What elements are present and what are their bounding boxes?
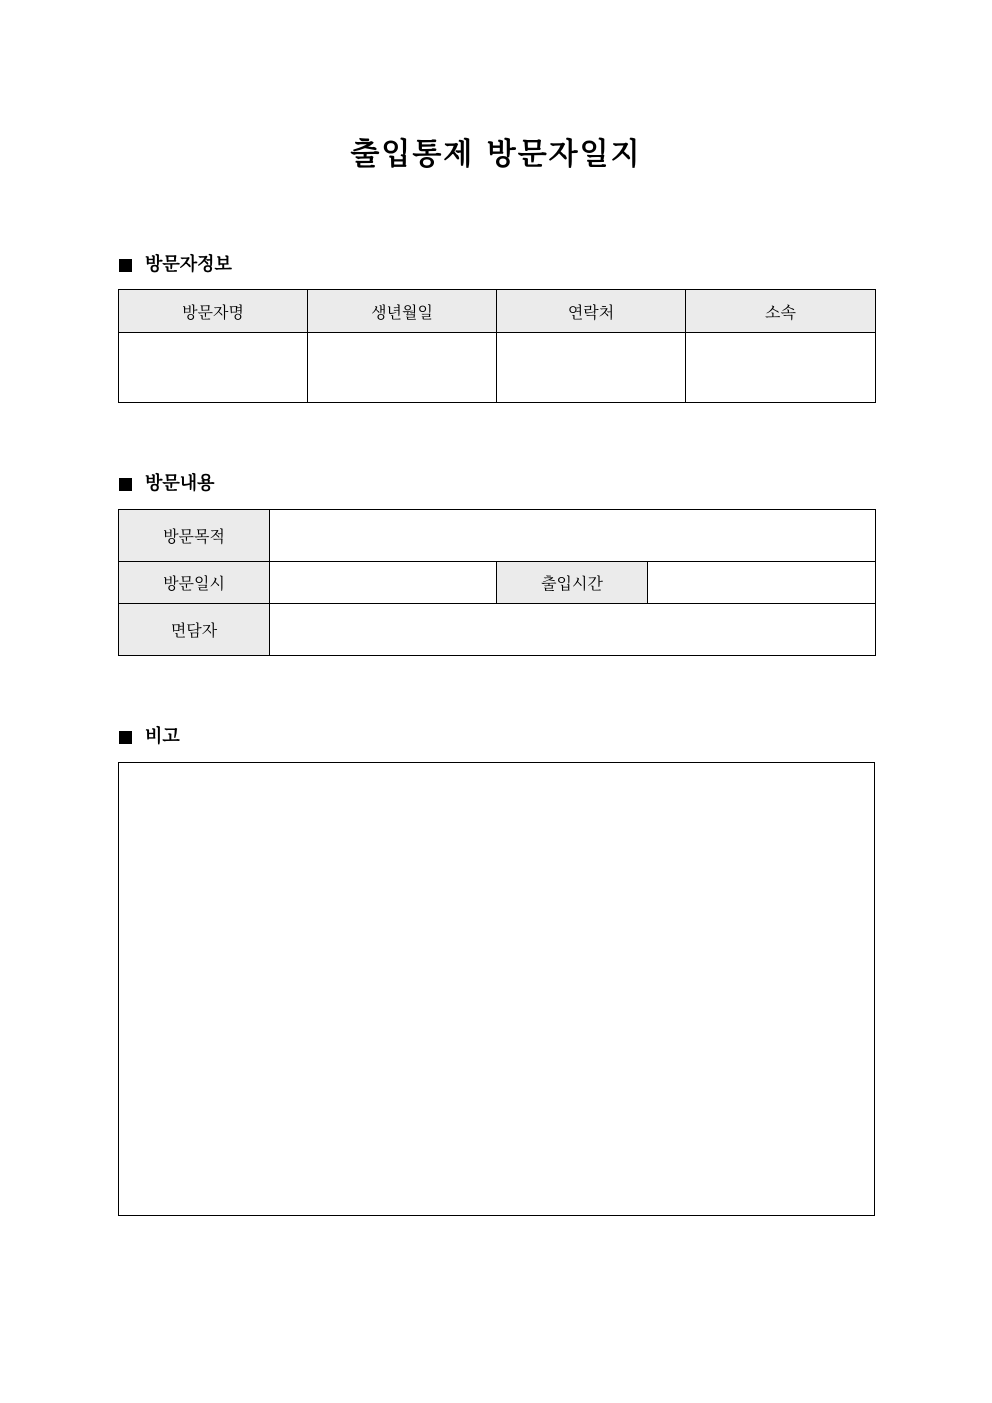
remarks-heading	[119, 725, 180, 749]
visitor-info-heading	[119, 253, 232, 277]
visit-date-label: 방문일시	[119, 562, 270, 604]
visit-details-table	[118, 509, 876, 656]
contact-header: 연락처	[497, 290, 686, 333]
birthdate-header: 생년월일	[308, 290, 497, 333]
visitor-info-heading-text: 방문자정보	[145, 254, 232, 275]
entry-time-label: 출입시간	[497, 562, 648, 604]
page-title: 출입통제 방문자일지	[350, 137, 642, 172]
entry-time-field[interactable]	[648, 562, 876, 604]
interviewer-row	[119, 604, 876, 656]
square-bullet-icon	[119, 259, 132, 272]
square-bullet-icon	[119, 731, 132, 744]
visit-details-heading	[119, 472, 215, 496]
interviewer-field[interactable]	[270, 604, 876, 656]
affiliation-header: 소속	[686, 290, 876, 333]
purpose-field[interactable]	[270, 510, 876, 562]
visit-date-field[interactable]	[270, 562, 497, 604]
visitor-name-header: 방문자명	[119, 290, 308, 333]
visitor-info-table	[118, 289, 876, 403]
square-bullet-icon	[119, 478, 132, 491]
visitor-info-header-row	[119, 290, 876, 333]
affiliation-field[interactable]	[686, 333, 876, 403]
visit-date-row	[119, 562, 876, 604]
visitor-info-entry-row	[119, 333, 876, 403]
interviewer-label: 면담자	[119, 604, 270, 656]
remarks-field[interactable]	[118, 762, 875, 1216]
visitor-name-field[interactable]	[119, 333, 308, 403]
visit-details-heading-text: 방문내용	[145, 473, 215, 494]
birthdate-field[interactable]	[308, 333, 497, 403]
purpose-label: 방문목적	[119, 510, 270, 562]
contact-field[interactable]	[497, 333, 686, 403]
remarks-heading-text: 비고	[145, 726, 180, 747]
purpose-row	[119, 510, 876, 562]
